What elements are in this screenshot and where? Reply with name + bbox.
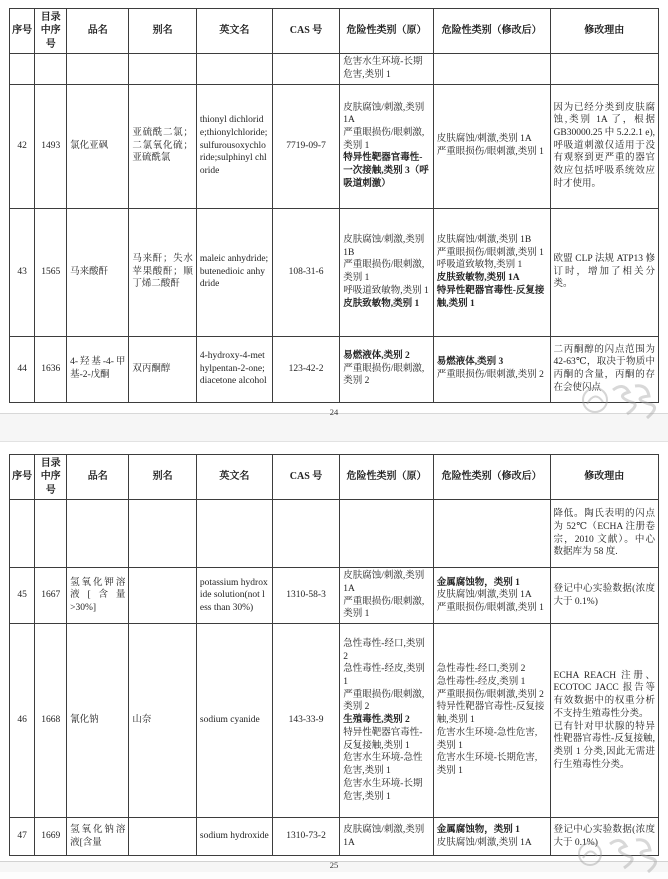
cell-hazard-original [340,208,433,336]
cell-english: sodium hydroxide [196,818,272,856]
hazard-entry: 严重眼损伤/眼刺激,类别 1 [343,260,425,284]
hazard-entry: 严重眼损伤/眼刺激,类别 1 [436,147,544,158]
column-header: 危险性类别（原） [340,455,433,500]
hazard-entry: 特异性靶器官毒性-反复接触,类别 1 [436,285,545,309]
hazard-entry: 皮肤腐蚀/刺激,类别 1A [343,571,425,594]
hazard-entry: 皮肤腐蚀/刺激,类别 1A [343,824,425,848]
hazard-entry: 特异性靶器官毒性-反复接触,类别 1 [436,702,545,726]
cell-catalog-no: 1636 [35,336,67,402]
cell-hazard-original [340,624,433,818]
hazard-entry: 皮肤腐蚀/刺激,类别 1A [343,102,425,126]
cell-serial: 43 [10,208,35,336]
table-row [10,84,659,208]
cell-cas [272,500,339,568]
cell-name [67,54,129,84]
hazard-entry: 严重眼损伤/眼刺激,类别 1 [436,247,544,258]
column-header: CAS 号 [272,9,339,54]
hazard-entry: 金属腐蚀物，类别 1 [436,577,520,588]
cell-name: 氢氧化钠溶液[含量 [67,818,129,856]
table-row [10,208,659,336]
column-header: 目录中序号 [35,455,67,500]
cell-hazard-original [340,336,433,402]
cell-reason [550,818,658,856]
cell-hazard-revised [433,336,550,402]
cell-catalog-no: 1565 [35,208,67,336]
cell-alias [129,500,196,568]
page-gap [0,414,668,442]
header-row [10,9,659,54]
hazard-entry: 急性毒性-经皮,类别 1 [343,664,425,688]
table-row [10,568,659,624]
hazard-entry: 严重眼损伤/眼刺激,类别 1 [343,128,425,151]
cell-english: thionyl dichloride;thionylchloride;sulfurousoxychloride;sulphinyl chloride [196,84,272,208]
cell-hazard-original [340,54,433,84]
hazard-entry: 皮肤致敏物,类别 1A [436,273,520,284]
cell-alias [129,54,196,84]
hazard-revision-table-page-24 [9,8,659,403]
hazard-entry: 易燃液体,类别 3 [436,357,504,368]
hazard-entry: 严重眼损伤/眼刺激,类别 2 [343,689,425,713]
cell-hazard-original [340,568,433,624]
column-header: 序号 [10,455,35,500]
hazard-entry: 急性毒性-经口,类别 2 [343,638,425,662]
table-header [10,455,659,500]
column-header: 品名 [67,455,129,500]
cell-serial: 47 [10,818,35,856]
cell-reason [550,500,658,568]
cell-hazard-original [340,818,433,856]
cell-alias [129,818,196,856]
table-row [10,500,659,568]
cell-alias [129,568,196,624]
cell-catalog-no: 1668 [35,624,67,818]
hazard-entry: 危害水生环境-长期危害,类别 1 [343,57,423,80]
cell-english: maleic anhydride;butenedioic anhydride [196,208,272,336]
cell-reason [550,54,658,84]
reason-paragraph: 降低。陶氏表明的闪点为 52℃（ECHA 注册卷宗，2010 文献）。中心数据库为 58 度. [553,509,655,558]
cell-english: 4-hydroxy-4-methylpentan-2-one;diacetone alcohol [196,336,272,402]
hazard-entry: 皮肤腐蚀/刺激,类别 1B [343,234,425,258]
column-header: 英文名 [196,455,272,500]
page-24 [0,0,668,417]
column-header: 别名 [129,9,196,54]
cell-serial: 46 [10,624,35,818]
cell-hazard-original [340,84,433,208]
column-header: 危险性类别（修改后） [433,455,550,500]
cell-hazard-revised [433,818,550,856]
cell-alias: 马来酐；失水苹果酸酐；顺丁烯二酸酐 [129,208,196,336]
cell-name: 氢氧化钾溶液[含量>30%] [67,568,129,624]
table-row [10,818,659,856]
table-row [10,624,659,818]
table-body [10,54,659,402]
hazard-entry: 急性毒性-经口,类别 2 [436,664,526,675]
cell-serial: 42 [10,84,35,208]
column-header: CAS 号 [272,455,339,500]
cell-serial [10,54,35,84]
cell-cas: 123-42-2 [272,336,339,402]
cell-name [67,500,129,568]
cell-alias: 双丙酮醇 [129,336,196,402]
hazard-entry: 危害水生环境-急性危害,类别 1 [436,727,538,751]
column-header: 危险性类别（原） [340,9,433,54]
table-header [10,9,659,54]
cell-cas: 7719-09-7 [272,84,339,208]
cell-hazard-original [340,500,433,568]
cell-serial: 45 [10,568,35,624]
cell-catalog-no [35,500,67,568]
hazard-entry: 呼吸道致敏物,类别 1 [343,285,429,296]
hazard-entry: 急性毒性-经皮,类别 1 [436,677,526,688]
cell-hazard-revised [433,500,550,568]
cell-hazard-revised [433,208,550,336]
cell-cas: 143-33-9 [272,624,339,818]
cell-name: 氯化亚砜 [67,84,129,208]
reason-paragraph: 欧盟 CLP 法规 ATP13 修订时，增加了相关分类。 [553,254,655,290]
cell-catalog-no: 1493 [35,84,67,208]
cell-english: sodium cyanide [196,624,272,818]
reason-paragraph: ECHA REACH 注册、ECOTOC JACC 报告等有效数据中的权重分析不支持生殖毒性分类。 [553,670,655,719]
cell-name: 氰化钠 [67,624,129,818]
column-header: 修改理由 [550,9,658,54]
cell-reason [550,84,658,208]
cell-cas: 1310-73-2 [272,818,339,856]
reason-paragraph: 登记中心实验数据(浓度大于 0.1%) [553,583,655,607]
hazard-entry: 严重眼损伤/眼刺激,类别 2 [436,689,544,700]
cell-english [196,500,272,568]
hazard-entry: 严重眼损伤/眼刺激,类别 2 [436,370,544,381]
table-row [10,336,659,402]
hazard-entry: 易燃液体,类别 2 [343,351,410,362]
cell-reason [550,568,658,624]
cell-name: 马来酸酐 [67,208,129,336]
cell-reason [550,336,658,402]
reason-paragraph: 二丙酮醇的闪点范围为 42-63℃，取决于物质中丙酮的含量，丙酮的存在会使闪点 [553,344,655,393]
hazard-entry: 严重眼损伤/眼刺激,类别 1 [436,602,544,613]
cell-hazard-revised [433,54,550,84]
table-row [10,54,659,84]
hazard-entry: 皮肤致敏物,类别 1 [343,298,420,309]
hazard-entry: 皮肤腐蚀/刺激,类别 1A [436,837,532,848]
hazard-revision-table-page-25 [9,454,659,856]
page-number: 24 [329,406,339,417]
column-header: 修改理由 [550,455,658,500]
hazard-entry: 危害水生环境-长期危害,类别 1 [436,753,538,777]
hazard-entry: 呼吸道致敏物,类别 1 [436,260,523,271]
hazard-entry: 生殖毒性,类别 2 [343,715,410,726]
cell-serial [10,500,35,568]
cell-alias: 山奈 [129,624,196,818]
cell-reason [550,208,658,336]
hazard-entry: 皮肤腐蚀/刺激,类别 1A [436,134,532,145]
cell-reason [550,624,658,818]
reason-paragraph: 已有针对甲状腺的特异性靶器官毒性-反复接触,类别 1 分类,因此无需进行生殖毒性分类。 [553,721,655,770]
hazard-entry: 特异性靶器官毒性-反复接触,类别 1 [343,727,423,751]
cell-hazard-revised [433,624,550,818]
header-row [10,455,659,500]
hazard-entry: 严重眼损伤/眼刺激,类别 2 [343,363,425,387]
cell-hazard-revised [433,568,550,624]
column-header: 危险性类别（修改后） [433,9,550,54]
column-header: 目录中序号 [35,9,67,54]
cell-catalog-no: 1669 [35,818,67,856]
cell-english [196,54,272,84]
hazard-entry: 金属腐蚀物，类别 1 [436,824,520,835]
cell-catalog-no: 1667 [35,568,67,624]
reason-paragraph: 因为已经分类到皮肤腐蚀,类别 1A 了，根据 GB30000.25 中 5.2.2.1 e),呼吸道刺激仅适用于没有观察到更严重的器官效应包括呼吸系统效应时才使用。 [553,102,655,189]
hazard-entry: 危害水生环境-长期危害,类别 1 [343,778,423,802]
column-header: 品名 [67,9,129,54]
cell-cas [272,54,339,84]
cell-name: 4-羟基-4-甲基-2-戊酮 [67,336,129,402]
reason-paragraph: 登记中心实验数据(浓度大于 0.1%) [553,824,655,848]
hazard-entry: 危害水生环境-急性危害,类别 1 [343,753,423,777]
cell-english: potassium hydroxide solution(not less than 30%) [196,568,272,624]
hazard-entry: 皮肤腐蚀/刺激,类别 1B [436,234,532,245]
cell-cas: 108-31-6 [272,208,339,336]
column-header: 序号 [10,9,35,54]
page-25 [0,442,668,871]
column-header: 英文名 [196,9,272,54]
table-body [10,500,659,856]
cell-alias: 亚硫酰二氯；二氯氧化硫；亚硫酰氯 [129,84,196,208]
cell-serial: 44 [10,336,35,402]
page-number: 25 [329,860,339,871]
cell-catalog-no [35,54,67,84]
column-header: 别名 [129,455,196,500]
hazard-entry: 特异性靶器官毒性-一次接触,类别 3（呼吸道刺激） [343,153,429,189]
cell-hazard-revised [433,84,550,208]
cell-cas: 1310-58-3 [272,568,339,624]
hazard-entry: 皮肤腐蚀/刺激,类别 1A [436,590,532,601]
hazard-entry: 严重眼损伤/眼刺激,类别 1 [343,596,425,620]
